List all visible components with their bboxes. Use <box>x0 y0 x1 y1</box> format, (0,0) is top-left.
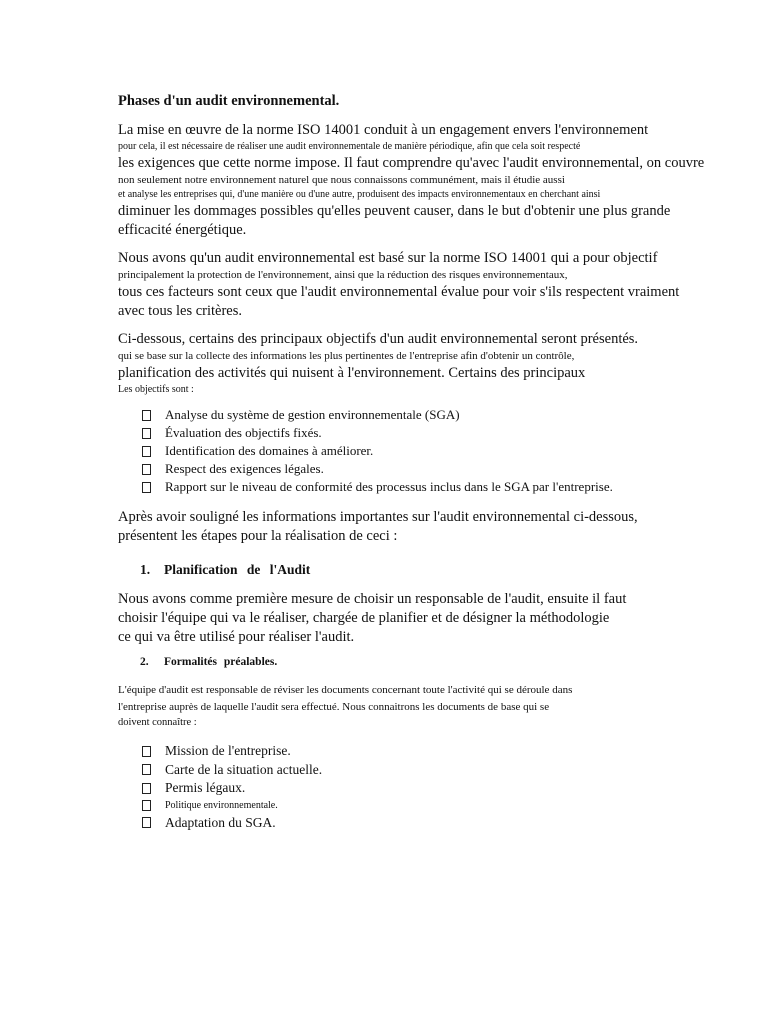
checkbox-icon <box>142 746 151 757</box>
text-line: ce qui va être utilisé pour réaliser l'audit. <box>118 629 355 645</box>
checkbox-icon <box>142 783 151 794</box>
text-line: Nous avons qu'un audit environnemental est basé sur la norme ISO 14001 qui a pour objectif <box>118 250 658 266</box>
text-line: et analyse les entreprises qui, d'une manière ou d'une autre, produisent des impacts environnementaux en cherchant ainsi <box>118 189 601 200</box>
paragraph-formalites <box>118 682 678 730</box>
text-line: présentent les étapes pour la réalisation de ceci : <box>118 528 398 544</box>
list-item-label: Évaluation des objectifs fixés. <box>165 425 322 440</box>
text-line: non seulement notre environnement naturel que nous connaissons communément, mais il étudie aussi <box>118 174 565 186</box>
documents-list <box>118 742 678 832</box>
objectives-list <box>118 406 678 496</box>
list-item-label: Respect des exigences légales. <box>165 461 324 476</box>
text-line: planification des activités qui nuisent à l'environnement. Certains des principaux <box>118 365 586 381</box>
text-line: principalement la protection de l'environnement, ainsi que la réduction des risques environnementaux, <box>118 269 568 281</box>
list-item <box>118 814 678 833</box>
list-item-label: Rapport sur le niveau de conformité des processus inclus dans le SGA par l'entreprise. <box>165 479 613 494</box>
text-line: L'équipe d'audit est responsable de réviser les documents concernant toute l'activité qui se déroule dans <box>118 684 573 696</box>
list-item-label: Politique environnementale. <box>165 799 278 811</box>
text-line: qui se base sur la collecte des informations les plus pertinentes de l'entreprise afin d'obtenir un contrôle, <box>118 350 575 362</box>
list-item-label: Adaptation du SGA. <box>165 814 276 830</box>
list-item-label: Mission de l'entreprise. <box>165 743 291 758</box>
paragraph-objectives-intro <box>118 330 678 397</box>
paragraph-planification <box>118 590 678 647</box>
checkbox-icon <box>142 764 151 775</box>
list-item-label: Analyse du système de gestion environnementale (SGA) <box>165 407 460 422</box>
section-title: Planification de l'Audit <box>164 562 311 577</box>
list-item <box>118 798 678 814</box>
list-item <box>118 478 678 496</box>
text-line: Nous avons comme première mesure de choisir un responsable de l'audit, ensuite il faut <box>118 591 627 607</box>
text-line: avec tous les critères. <box>118 303 243 319</box>
text-line: diminuer les dommages possibles qu'elles peuvent causer, dans le but d'obtenir une plus grande <box>118 203 671 219</box>
list-item <box>118 460 678 478</box>
text-line: efficacité énergétique. <box>118 222 247 238</box>
text-line: Après avoir souligné les informations importantes sur l'audit environnemental ci-dessous, <box>118 509 638 525</box>
text-line: pour cela, il est nécessaire de réaliser une audit environnementale de manière périodique, afin que cela soit respecté <box>118 141 581 152</box>
document-page <box>118 92 705 844</box>
checkbox-icon <box>142 446 151 457</box>
checkbox-icon <box>142 464 151 475</box>
paragraph-steps-intro <box>118 508 678 546</box>
paragraph-intro <box>118 121 705 240</box>
list-item <box>118 406 678 424</box>
list-item-label: Carte de la situation actuelle. <box>165 761 323 777</box>
text-line: les exigences que cette norme impose. Il faut comprendre qu'avec l'audit environnemental, on couvre <box>118 155 705 171</box>
section-number: 1. <box>140 562 151 577</box>
text-line: Les objectifs sont : <box>118 384 194 395</box>
checkbox-icon <box>142 428 151 439</box>
checkbox-icon <box>142 817 151 828</box>
text-line: tous ces facteurs sont ceux que l'audit environnemental évalue pour voir s'ils respectent vraiment <box>118 284 680 300</box>
list-item <box>118 742 678 761</box>
list-item <box>118 779 678 798</box>
section-heading-planification <box>140 562 678 578</box>
paragraph-iso <box>118 249 678 321</box>
list-item <box>118 761 678 780</box>
text-line: l'entreprise auprès de laquelle l'audit sera effectué. Nous connaitrons les documents de base qui se <box>118 701 550 713</box>
section-title: Formalités préalables. <box>164 656 278 668</box>
text-line: doivent connaître : <box>118 717 197 728</box>
list-item <box>118 424 678 442</box>
checkbox-icon <box>142 800 151 811</box>
text-line: Ci-dessous, certains des principaux objectifs d'un audit environnemental seront présentés. <box>118 331 639 347</box>
checkbox-icon <box>142 410 151 421</box>
checkbox-icon <box>142 482 151 493</box>
list-item-label: Identification des domaines à améliorer. <box>165 443 374 458</box>
section-heading-formalites <box>140 656 678 668</box>
text-line: La mise en œuvre de la norme ISO 14001 conduit à un engagement envers l'environnement <box>118 122 649 138</box>
list-item-label: Permis légaux. <box>165 780 246 795</box>
section-number: 2. <box>140 656 149 668</box>
list-item <box>118 442 678 460</box>
document-title: Phases d'un audit environnemental. <box>118 93 340 109</box>
text-line: choisir l'équipe qui va le réaliser, chargée de planifier et de désigner la méthodologie <box>118 610 610 626</box>
